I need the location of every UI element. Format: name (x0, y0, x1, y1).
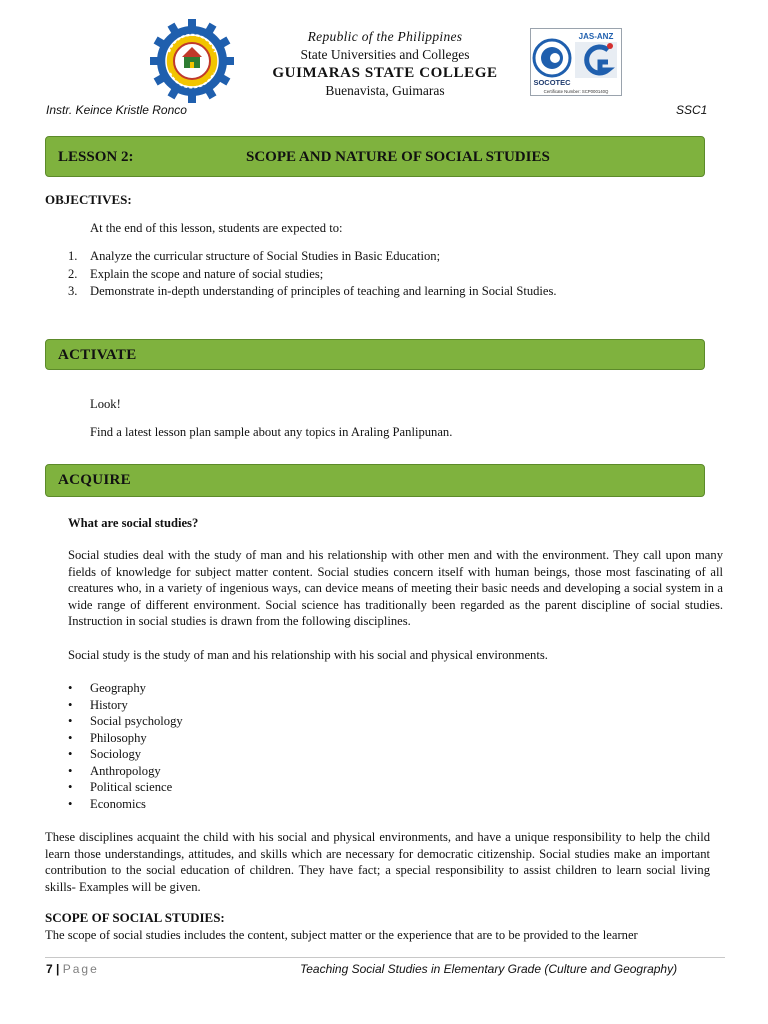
college-location: Buenavista, Guimaras (325, 83, 445, 98)
acquire-paragraph-3: These disciplines acquaint the child with his social and physical environments, and have a unique responsibility to help the child learn those understandings, attitudes, and skills which are necessary for democratic citizenship. Social studies make an important contribution to the social education of children. They have fact; a special responsibility to assist children to learn social living skills- Examples will be given. (45, 830, 710, 894)
scope-text: The scope of social studies includes the content, subject matter or the experience that are to be provided to the learner (45, 928, 638, 942)
objective-number: 1. (68, 249, 78, 263)
cert-top-label: JAS-ANZ (578, 32, 614, 41)
cert-brand-label: SOCOTEC (533, 78, 571, 87)
objective-number: 2. (68, 266, 78, 281)
objective-text: Analyze the curricular structure of Social Studies in Basic Education; (90, 249, 441, 263)
disciplines-list (68, 680, 183, 812)
suc-line: State Universities and Colleges (300, 47, 470, 62)
discipline-item: • Philosophy (68, 730, 183, 747)
lesson-title: SCOPE AND NATURE OF SOCIAL STUDIES (246, 149, 550, 165)
cert-number: Certificate Number: SCP000140Q (543, 89, 609, 94)
question-heading: What are social studies? (68, 516, 199, 530)
activate-heading: ACTIVATE (58, 347, 137, 363)
scope-heading: SCOPE OF SOCIAL STUDIES: (45, 910, 225, 925)
objective-text: Demonstrate in-depth understanding of principles of teaching and learning in Social Studies. (90, 284, 557, 298)
objective-item (68, 266, 557, 284)
college-name: GUIMARAS STATE COLLEGE (272, 65, 498, 81)
objective-text: Explain the scope and nature of social studies; (90, 266, 324, 281)
discipline-item: • Political science (68, 779, 183, 796)
acquire-paragraph-2: Social study is the study of man and his relationship with his social and physical environments. (68, 648, 548, 662)
discipline-item: • Geography (68, 680, 183, 697)
objectives-intro: At the end of this lesson, students are expected to: (90, 221, 343, 235)
lesson-banner (45, 136, 705, 177)
discipline-item: • Social psychology (68, 713, 183, 730)
page-number (46, 962, 99, 976)
objectives-heading: OBJECTIVES: (45, 192, 132, 207)
page-label: Page (62, 962, 99, 976)
acquire-paragraph-1: Social studies deal with the study of man and his relationship with other men and with the environment. They call upon many fields of knowledge for subject matter content. Social studies concern itself with human beings, those most fascinating of all creatures who, in a variety of ingenious ways, can device means of meeting their basic needs and developing a social system in a wide range of different environment. Social science has traditionally been regarded as the parent discipline of social studies. Instruction in social studies is drawn from the following disciplines. (68, 548, 723, 628)
republic-line: Republic of the Philippines (307, 29, 463, 44)
instructor-name: Instr. Keince Kristle Ronco (46, 103, 187, 117)
institution-header (240, 28, 530, 100)
footer-divider (45, 957, 725, 958)
objective-item (68, 248, 557, 266)
acquire-banner (45, 464, 705, 497)
footer-title: Teaching Social Studies in Elementary Grade (Culture and Geography) (300, 962, 678, 976)
page-separator: | (56, 962, 60, 976)
course-code: SSC1 (676, 103, 708, 117)
acquire-heading: ACQUIRE (58, 472, 131, 488)
certification-logo (530, 28, 622, 96)
discipline-item: • History (68, 697, 183, 714)
activate-banner (45, 339, 705, 370)
discipline-item: • Sociology (68, 746, 183, 763)
activate-task: Find a latest lesson plan sample about any topics in Araling Panlipunan. (90, 425, 453, 439)
look-text: Look! (90, 397, 121, 411)
page-number-value: 7 (46, 962, 53, 976)
college-seal-logo (150, 19, 234, 103)
objectives-list (68, 248, 557, 301)
objective-number: 3. (68, 284, 78, 298)
lesson-number: LESSON 2: (58, 149, 134, 165)
discipline-item: • Economics (68, 796, 183, 813)
discipline-item: • Anthropology (68, 763, 183, 780)
objective-item (68, 283, 557, 301)
